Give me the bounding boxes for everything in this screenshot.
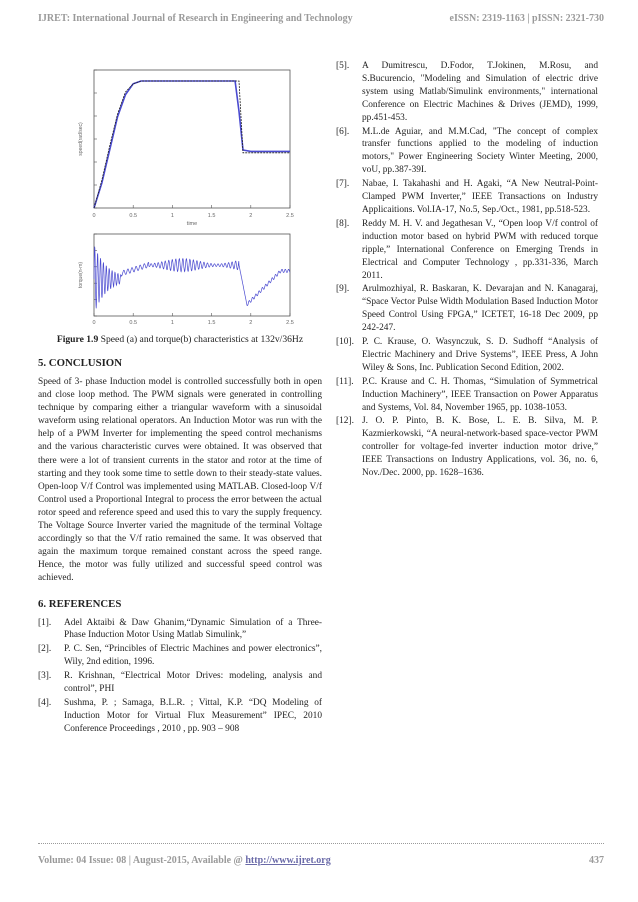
reference-number: [2]. [38, 644, 52, 655]
reference-text: M.L.de Aguiar, and M.M.Cad, "The concept of complex transfer functions applied to the modeling of induction motors," Power Engineering Society Winter Meeting, 2000, voU, pp.387-39I. [362, 126, 598, 176]
reference-number: [5]. [336, 61, 350, 71]
reference-item [38, 670, 322, 696]
reference-item [336, 376, 598, 415]
reference-text: P.C. Krause and C. H. Thomas, “Simulation of Symmetrical Induction Machinery”, IEEE Transaction on Power Apparatus and Systems, Vol. 84, November 1965, pp. 1038-1053. [362, 376, 598, 413]
x-tick-label: 1.5 [207, 213, 216, 219]
x-tick-label: 0.5 [129, 320, 138, 326]
reference-number: [9]. [336, 284, 350, 295]
reference-number: [4]. [38, 697, 52, 708]
x-tick-label: 2.5 [286, 213, 294, 219]
reference-text: Adel Aktaibi & Daw Ghanim,“Dynamic Simulation of a Three- Phase Induction Motor Using Matlab Simulink,” [64, 617, 322, 641]
plot-frame [94, 70, 290, 208]
journal-name: IJRET: International Journal of Research in Engineering and Technology [38, 13, 353, 24]
reference-item [336, 283, 598, 335]
references-left-list [38, 617, 322, 736]
x-tick-label: 2 [249, 320, 253, 326]
torque-chart [38, 228, 322, 328]
reference-text: Nabae, I. Takahashi and H. Agaki, “A New Neutral-Point-Clamped PWM Inverter,” IEEE Transactions on Industry Applicaitions. Vol.IA-17, No.5, Sep./Oct., 1981, pp.518-523. [362, 179, 598, 215]
reference-number: [8]. [336, 218, 350, 229]
reference-item [336, 60, 598, 125]
reference-text: Reddy M. H. V. and Jegathesan V., “Open loop V/f control of induction motor based on hybrid PWM with reduced torque ripple,” International Conference on Emerging Trends in Electrical and Computer Technology , pp.331-336, March 2011. [362, 218, 598, 281]
conclusion-title: 5. CONCLUSION [38, 357, 122, 369]
reference-item [38, 697, 322, 736]
reference-number: [12]. [336, 416, 354, 427]
figure-caption-text: Speed (a) and torque(b) characteristics at 132v/36Hz [98, 334, 304, 345]
reference-number: [3]. [38, 671, 52, 682]
page-footer [38, 855, 604, 866]
reference-number: [6]. [336, 126, 350, 137]
reference-item [336, 415, 598, 480]
x-tick-label: 0 [92, 213, 96, 219]
left-column [38, 60, 322, 737]
x-tick-label: 1 [170, 320, 174, 326]
reference-text: J. O. P. Pinto, B. K. Bose, L. E. B. Silva, M. P. Kazmierkowski, “A neural-network-based space-vector PWM controller for voltage-fed inverter induction motor drive,” IEEE Transactions on Industry Applications, vol. 36, no. 6, Nov./Dec. 2000, pp. 1628–1636. [362, 416, 598, 479]
reference-item [336, 336, 598, 375]
conclusion-text: Speed of 3- phase Induction model is controlled successfully both in open and close loop method. The PWM signals were generated in controlling technique by comparing either a triangular waveform with a sinusoidal waveform using relational operators. An Induction Motor was run with the help of a PWM Inverter for implementing the speed control mechanisms and the various characteristic curves were obtained. It was observed that there were a lot of transient currents in the stator and rotor at the time of starting and they took some time to settle down to their steady-state values. Open-loop V/f Control was implemented using MATLAB. Closed-loop V/f Control used a Proportional Integral to process the error between the actual rotor speed and reference speed and used this to vary the supply frequency. The Voltage Source Inverter varied the magnitude of the terminal Voltage accordingly so that the V/f ratio remained the same. It was observed that again the maximum torque remained constant across the speed range. Hence, the motor was fully utilized and successful speed control was achieved. [38, 377, 322, 584]
reference-number: [11]. [336, 376, 354, 387]
right-column [336, 60, 598, 481]
reference-number: [7]. [336, 179, 350, 190]
reference-text: Sushma, P. ; Samaga, B.L.R. ; Vittal, K.P. “DQ Modeling of Induction Motor for Virtual Flux Measurement” IPEC, 2010 Conference Proceedings , 2010 , pp. 903 – 908 [64, 697, 322, 734]
x-tick-label: 0 [92, 320, 96, 326]
x-tick-label: 2 [249, 213, 253, 219]
y-axis-label: torque(n-m) [78, 261, 84, 289]
reference-item [38, 617, 322, 643]
reference-text: P. C. Sen, “Princibles of Electric Machines and power electronics”, Wily, 2nd edition, 1996. [64, 644, 322, 668]
reference-text: Arulmozhiyal, R. Baskaran, K. Devarajan and N. Kanagaraj, “Space Vector Pulse Width Modulation Based Induction Motor Speed Control Using FPGA,” ICETET, 16-18 Dec 2009, pp 242-247. [362, 284, 598, 334]
footer-divider [38, 843, 604, 844]
reference-text: R. Krishnan, “Electrical Motor Drives: modeling, analysis and control”, PHI [64, 671, 322, 695]
x-tick-label: 2.5 [286, 320, 294, 326]
page-number: 437 [589, 855, 604, 866]
x-tick-label: 1.5 [207, 320, 216, 326]
references-right-list [336, 60, 598, 480]
reference-text: P. C. Krause, O. Wasynczuk, S. D. Sudhoff “Analysis of Electric Machinery and Drive Systems”, IEEE Press, A John Wiley & Sons, Inc. Publication Second Edition, 2002. [362, 337, 598, 373]
footer-volume [38, 855, 331, 866]
figure-caption [38, 334, 322, 346]
figure-label: Figure 1.9 [56, 334, 99, 345]
x-tick-label: 0.5 [129, 213, 138, 219]
speed-chart [38, 60, 322, 228]
x-axis-label: time [186, 221, 198, 227]
reference-item [336, 178, 598, 217]
reference-item [38, 643, 322, 669]
reference-number: [10]. [336, 337, 354, 348]
reference-text: A Dumitrescu, D.Fodor, T.Jokinen, M.Rosu, and S.Bucurencio, "Modeling and Simulation of electric drive system using Matlab/Simulink environments," international Conference on Electric Machines & Drives (JEMD), 1999, pp.451-453. [362, 61, 598, 123]
reference-item [336, 218, 598, 283]
plot-frame [94, 234, 290, 316]
page-header [38, 13, 604, 24]
references-title: 6. REFERENCES [38, 597, 122, 610]
y-axis-label: speed(rad/sec) [78, 122, 84, 156]
footer-link[interactable]: http://www.ijret.org [245, 855, 331, 866]
footer-volume-text: Volume: 04 Issue: 08 | August-2015, Available @ [38, 855, 246, 866]
reference-number: [1]. [38, 617, 52, 628]
figure-1-9 [38, 60, 322, 328]
issn: eISSN: 2319-1163 | pISSN: 2321-730 [449, 13, 604, 24]
reference-item [336, 126, 598, 178]
x-tick-label: 1 [170, 213, 174, 219]
